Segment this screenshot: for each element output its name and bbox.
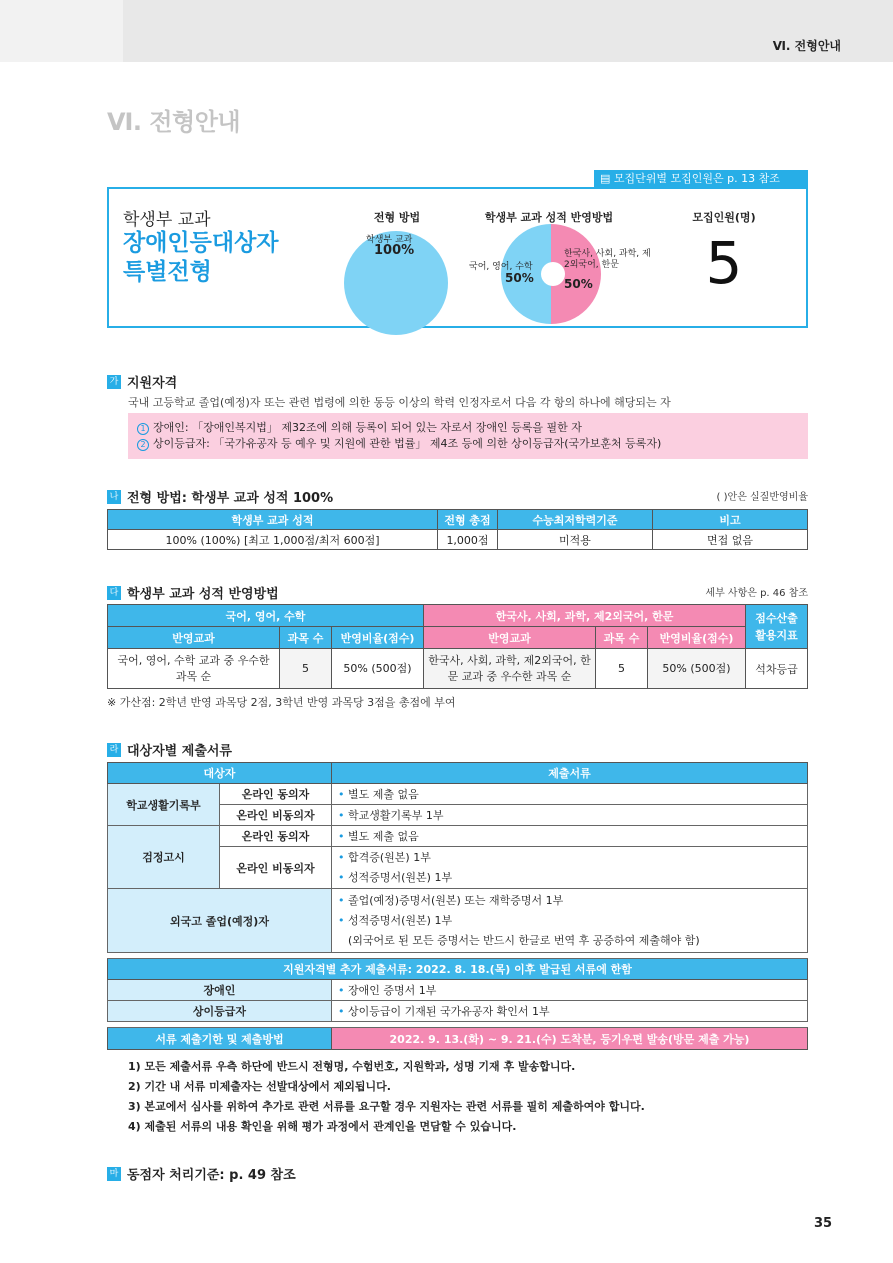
- pie1-label: 학생부 교과: [366, 235, 413, 245]
- method-pie: [344, 231, 448, 335]
- td-subj1: 국어, 영어, 수학 교과 중 우수한 과목 순: [108, 649, 280, 689]
- section-reflection: [107, 583, 279, 602]
- reflection-table: [107, 604, 808, 689]
- section-title: 지원자격: [127, 376, 178, 391]
- td-e1: 장애인: [108, 980, 332, 1001]
- top-bar: [0, 0, 893, 62]
- td-total: 1,000점: [438, 530, 498, 550]
- th-cnt1: 과목 수: [280, 627, 332, 649]
- title-line1: 장애인등대상자: [123, 230, 279, 256]
- summary-subtitle: 학생부 교과: [123, 210, 211, 230]
- th-extra: 지원자격별 추가 제출서류: 2022. 8. 18.(목) 이후 발급된 서류에 한함: [108, 959, 808, 980]
- quota-reference: ▤ 모집단위별 모집인원은 p. 13 참조: [594, 170, 808, 188]
- page-number: 35: [814, 1216, 833, 1231]
- col-quota: 모집인원(명): [692, 211, 756, 224]
- td-g1b: 온라인 비동의자: [220, 805, 332, 826]
- section-tag: 라: [107, 743, 121, 757]
- title-line2: 특별전형: [123, 259, 212, 285]
- td-e2: 상이등급자: [108, 1001, 332, 1022]
- col-reflection: 학생부 교과 성적 반영방법: [484, 211, 614, 224]
- td-g2b: 온라인 비동의자: [220, 847, 332, 889]
- td-e1-doc: • 장애인 증명서 1부: [332, 980, 808, 1001]
- eligibility-item-2: 2 상이등급자: 「국가유공자 등 예우 및 지원에 관한 법률」 제4조 등에 의한 상이등급자(국가보훈처 등록자): [137, 436, 799, 452]
- quota-number: 5: [705, 229, 743, 297]
- td-g1a-doc: • 별도 제출 없음: [332, 784, 808, 805]
- td-cnt1: 5: [280, 649, 332, 689]
- eligibility-items: [128, 413, 808, 459]
- pie2-left-value: 50%: [505, 271, 534, 285]
- td-g1: 학교생활기록부: [108, 784, 220, 826]
- th-subj2: 반영교과: [424, 627, 596, 649]
- td-g3-doc: • 졸업(예정)증명서(원본) 또는 재학증명서 1부 • 성적증명서(원본) 1부 (외국어로 된 모든 증명서는 반드시 한글로 번역 후 공증하여 제출해야 함): [332, 889, 808, 953]
- method-table: [107, 509, 808, 550]
- section-tag: 마: [107, 1167, 121, 1181]
- chapter-label: Ⅵ. 전형안내: [772, 39, 841, 53]
- td-g2b-doc: • 합격증(원본) 1부 • 성적증명서(원본) 1부: [332, 847, 808, 889]
- th-ratio2: 반영비율(점수): [648, 627, 746, 649]
- summary-title: [123, 229, 323, 287]
- page-title: Ⅵ. 전형안내: [107, 108, 241, 136]
- td-g3: 외국고 졸업(예정)자: [108, 889, 332, 953]
- th-deadline-value: 2022. 9. 13.(화) ~ 9. 21.(수) 도착분, 등기우편 발송(방문 제출 가능): [332, 1028, 808, 1050]
- eligibility-desc: 국내 고등학교 졸업(예정)자 또는 관련 법령에 의한 동등 이상의 학력 인정자로서 다음 각 항의 하나에 해당되는 자: [128, 396, 671, 409]
- documents-table: [107, 762, 808, 1050]
- pie1-value: 100%: [374, 243, 415, 258]
- section-title: 전형 방법: 학생부 교과 성적 100%: [127, 491, 334, 506]
- section-title: 대상자별 제출서류: [127, 744, 232, 759]
- td-g2: 검정고시: [108, 826, 220, 889]
- td-ratio1: 50% (500점): [332, 649, 424, 689]
- reflection-note: 세부 사항은 p. 46 참조: [705, 588, 808, 599]
- th-total: 전형 총점: [438, 510, 498, 530]
- section-method: [107, 487, 333, 506]
- td-cnt2: 5: [596, 649, 648, 689]
- book-icon: ▤: [600, 172, 611, 185]
- td-subj2: 한국사, 사회, 과학, 제2외국어, 한문 교과 중 우수한 과목 순: [424, 649, 596, 689]
- td-index: 석차등급: [746, 649, 808, 689]
- section-documents: [107, 740, 232, 759]
- td-g2a-doc: • 별도 제출 없음: [332, 826, 808, 847]
- th-subj1: 반영교과: [108, 627, 280, 649]
- submission-notes: [128, 1057, 645, 1137]
- th-deadline: 서류 제출기한 및 제출방법: [108, 1028, 332, 1050]
- th-index: 점수산출 활용지표: [746, 605, 808, 649]
- bonus-footnote: ※ 가산점: 2학년 반영 과목당 2점, 3학년 반영 과목당 3점을 총점에 부여: [107, 696, 456, 709]
- th-cnt2: 과목 수: [596, 627, 648, 649]
- note-4: 4) 제출된 서류의 내용 확인을 위해 평가 과정에서 관계인을 면담할 수 있습니다.: [128, 1120, 517, 1133]
- td-remark: 면접 없음: [653, 530, 808, 550]
- th-grade: 학생부 교과 성적: [108, 510, 438, 530]
- eligibility-item-1: 1 장애인: 「장애인복지법」 제32조에 의해 등록이 되어 있는 자로서 장애인 등록을 필한 자: [137, 420, 799, 436]
- pie2-left-label: 국어, 영어, 수학: [469, 262, 533, 272]
- th-remark: 비고: [653, 510, 808, 530]
- summary-box: [107, 187, 808, 328]
- pie2-right-value: 50%: [564, 277, 593, 291]
- note-3: 3) 본교에서 심사를 위하여 추가로 관련 서류를 요구할 경우 지원자는 관련 서류를 필히 제출하여야 합니다.: [128, 1100, 645, 1113]
- section-tag: 다: [107, 586, 121, 600]
- th-group1: 국어, 영어, 수학: [108, 605, 424, 627]
- th-csat: 수능최저학력기준: [498, 510, 653, 530]
- section-title: 동점자 처리기준: p. 49 참조: [127, 1168, 296, 1183]
- pie2-right-label: 한국사, 사회, 과학, 제2외국어, 한문: [564, 249, 651, 270]
- td-e2-doc: • 상이등급이 기재된 국가유공자 확인서 1부: [332, 1001, 808, 1022]
- td-g1b-doc: • 학교생활기록부 1부: [332, 805, 808, 826]
- th-ratio1: 반영비율(점수): [332, 627, 424, 649]
- note-2: 2) 기간 내 서류 미제출자는 선발대상에서 제외됩니다.: [128, 1080, 391, 1093]
- td-csat: 미적용: [498, 530, 653, 550]
- td-g2a: 온라인 동의자: [220, 826, 332, 847]
- th-docs: 제출서류: [332, 763, 808, 784]
- method-note: ( )안은 실질반영비율: [716, 492, 808, 503]
- section-tiebreak: [107, 1164, 296, 1183]
- header-mark: [0, 0, 123, 62]
- section-tag: 나: [107, 490, 121, 504]
- col-method: 전형 방법: [373, 211, 421, 224]
- section-eligibility: [107, 372, 177, 391]
- section-title: 학생부 교과 성적 반영방법: [127, 587, 279, 602]
- th-target: 대상자: [108, 763, 332, 784]
- section-tag: 가: [107, 375, 121, 389]
- td-g1a: 온라인 동의자: [220, 784, 332, 805]
- td-ratio2: 50% (500점): [648, 649, 746, 689]
- td-grade: 100% (100%) [최고 1,000점/최저 600점]: [108, 530, 438, 550]
- th-group2: 한국사, 사회, 과학, 제2외국어, 한문: [424, 605, 746, 627]
- note-1: 1) 모든 제출서류 우측 하단에 반드시 전형명, 수험번호, 지원학과, 성명 기재 후 발송합니다.: [128, 1060, 576, 1073]
